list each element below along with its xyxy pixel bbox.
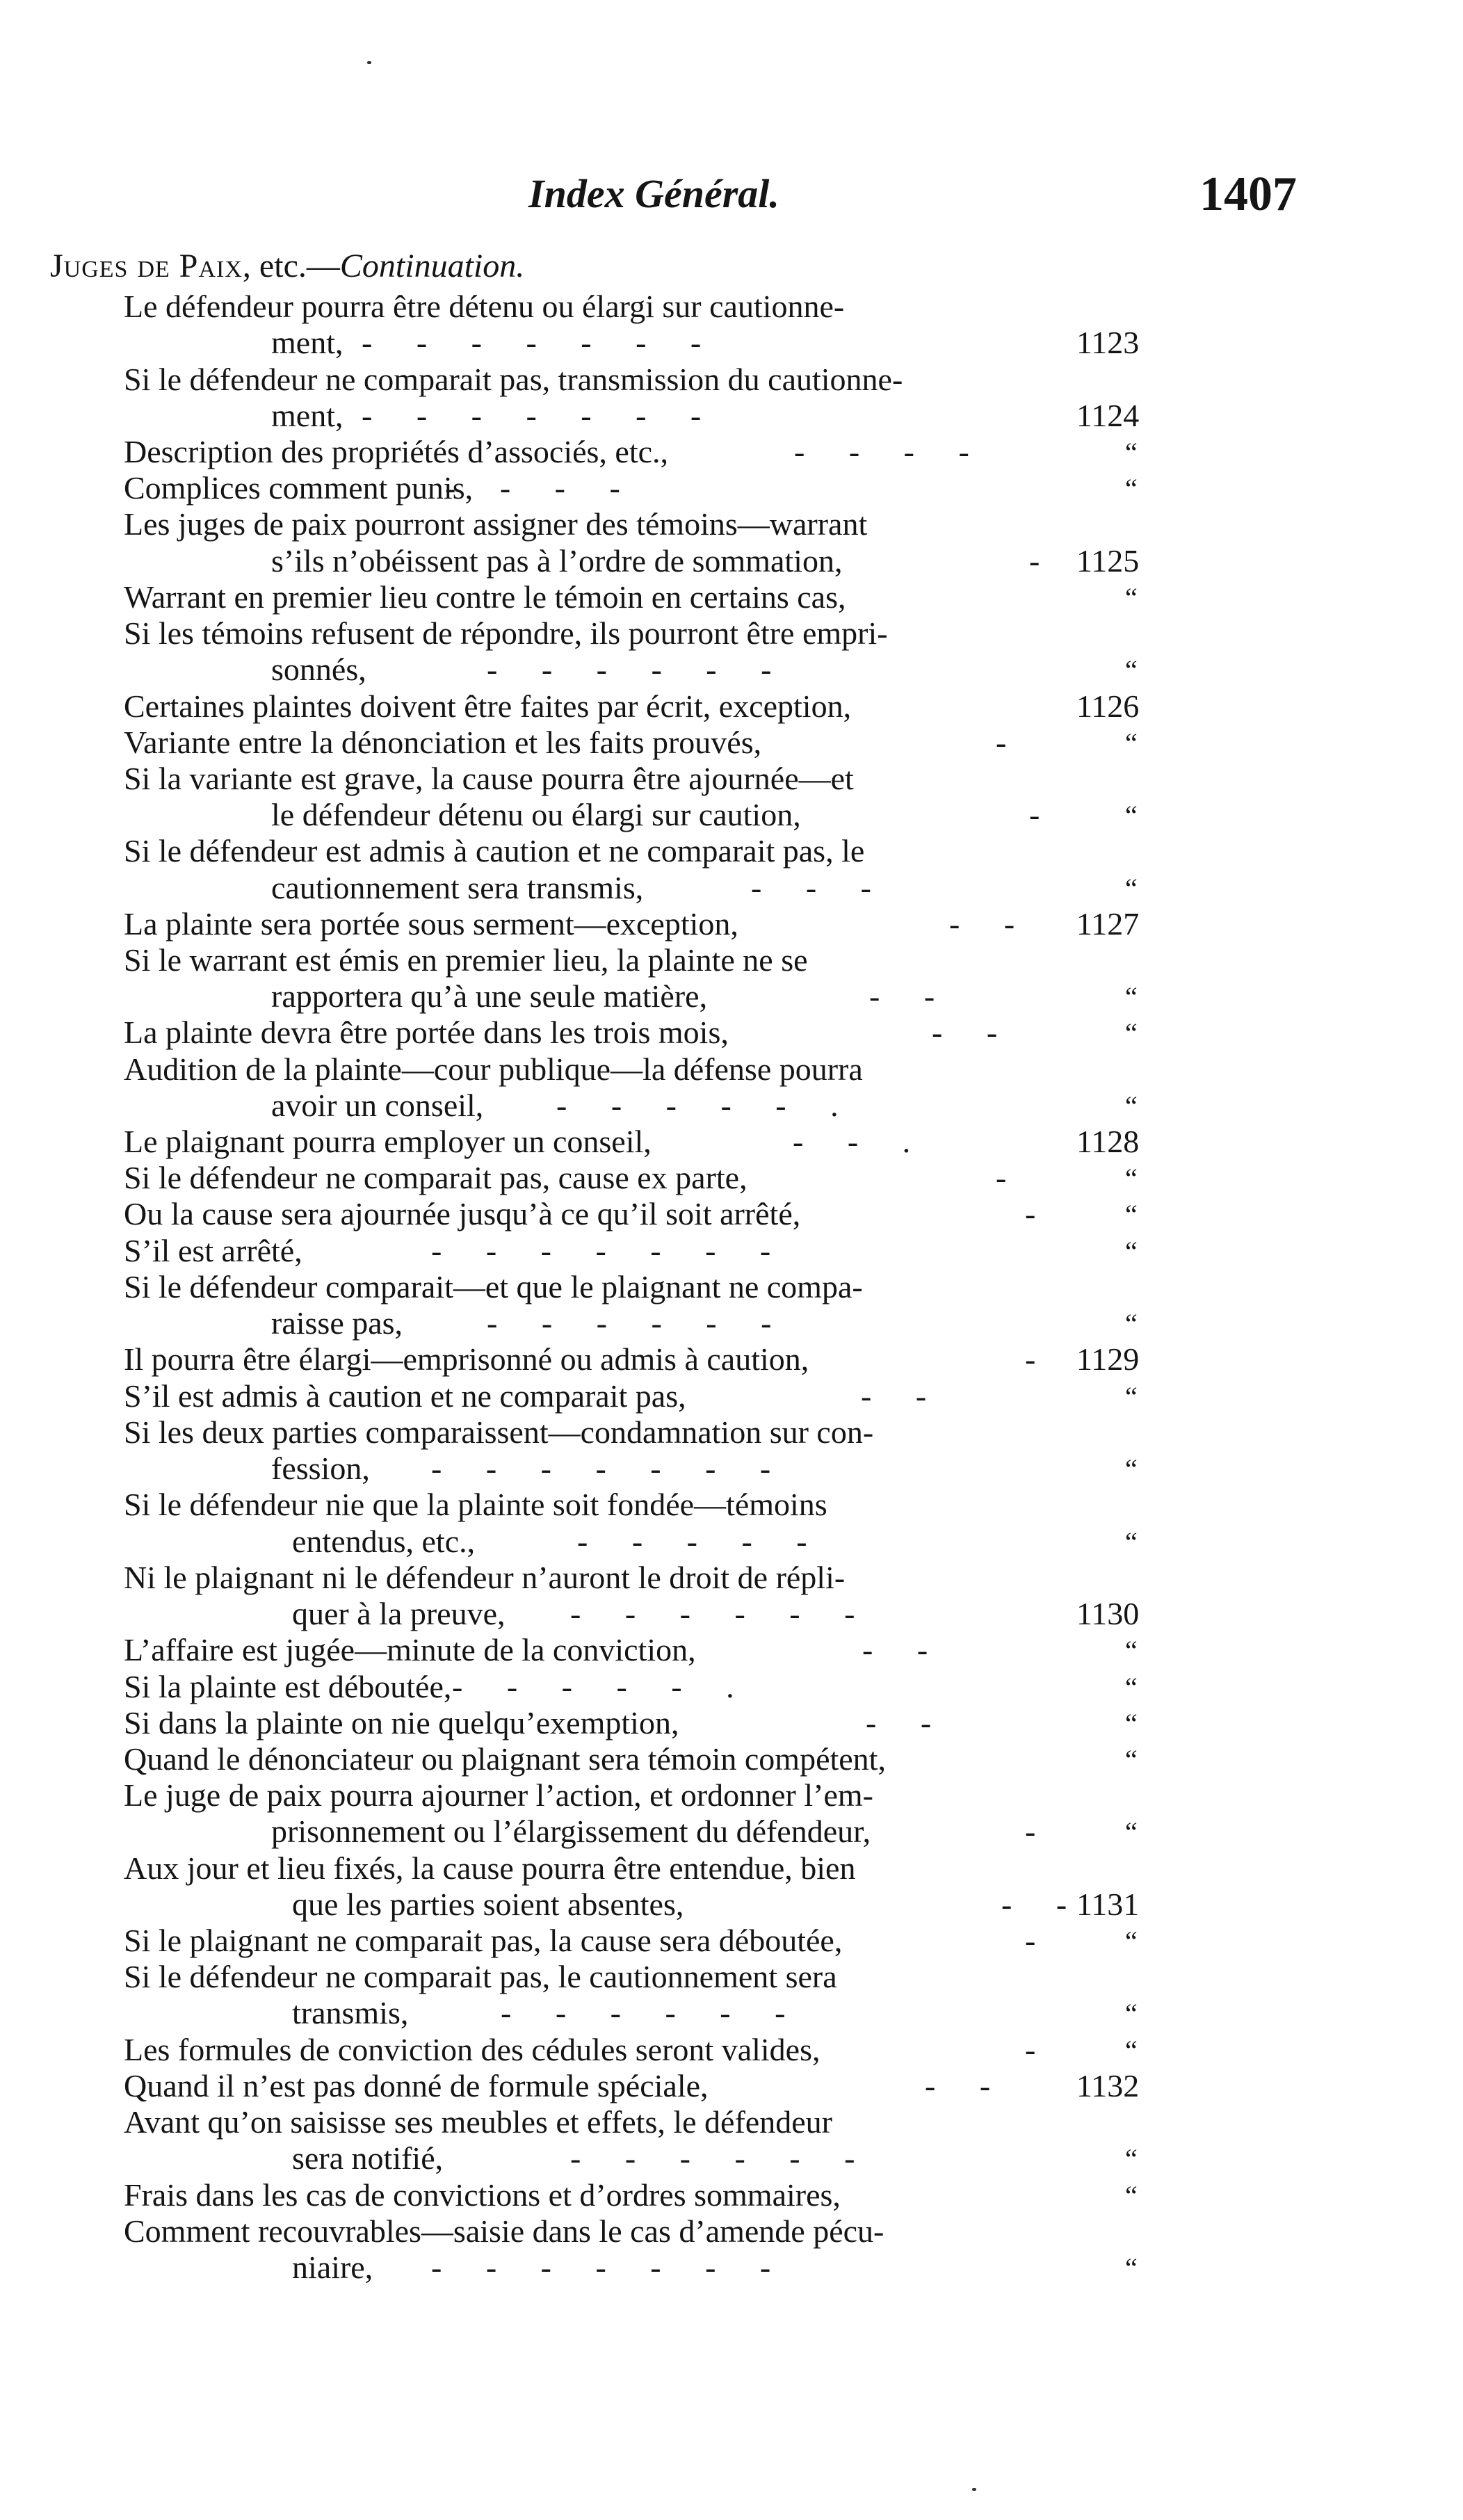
page-ref: 1132 xyxy=(1076,2068,1140,2103)
dot-leader: - - xyxy=(861,1378,928,1414)
section-heading-continuation: Continuation. xyxy=(339,248,525,284)
page-ref-ditto: “ xyxy=(1125,2143,1138,2174)
page-ref-ditto: “ xyxy=(1125,1381,1138,1412)
index-entry-text: avoir un conseil, xyxy=(271,1088,484,1123)
page-ref-ditto: “ xyxy=(1125,727,1138,759)
index-entry-text: Audition de la plainte—cour publique—la défense pourra xyxy=(124,1051,863,1087)
dot-leader: - - - xyxy=(751,870,872,905)
dot-leader: - - - - - - xyxy=(487,1305,773,1341)
page-ref-ditto: “ xyxy=(1125,1163,1138,1194)
page-ref: 1124 xyxy=(1076,398,1140,433)
dot-leader: - xyxy=(1025,1814,1037,1849)
index-entry-text: Quand il n’est pas donné de formule spéciale, xyxy=(124,2068,709,2103)
index-entry-text: Si la plainte est déboutée, xyxy=(124,1669,452,1704)
index-entry-text: niaire, xyxy=(292,2250,373,2285)
index-entry-text: Warrant en premier lieu contre le témoin en certains cas, xyxy=(124,579,846,615)
index-entry-text: Si les témoins refusent de répondre, ils pourront être empri- xyxy=(124,615,888,651)
section-heading-suffix: , etc.— xyxy=(242,248,340,284)
dot-leader: - xyxy=(996,725,1008,760)
index-entry-text: Comment recouvrables—saisie dans le cas d’amende pécu- xyxy=(124,2213,884,2249)
dot-leader: - - xyxy=(1001,1887,1068,1922)
index-entry-text: Si le défendeur ne comparait pas, transmission du cautionne- xyxy=(124,362,903,397)
index-entry-text: Les formules de conviction des cédules seront valides, xyxy=(124,2032,821,2067)
index-entry-text: S’il est arrêté, xyxy=(124,1233,302,1268)
index-entry-text: Avant qu’on saisisse ses meubles et effets, le défendeur xyxy=(124,2104,832,2140)
index-entry-text: rapportera qu’à une seule matière, xyxy=(271,978,708,1014)
index-entry-text: Ou la cause sera ajournée jusqu’à ce qu’il soit arrêté, xyxy=(124,1196,801,1231)
index-entry-text: Si les deux parties comparaissent—condamnation sur con- xyxy=(124,1414,874,1450)
index-entry-text: La plainte sera portée sous serment—exception, xyxy=(124,906,738,942)
dot-leader: - xyxy=(1025,1341,1037,1377)
dot-leader: - xyxy=(1029,543,1041,579)
index-entry-text: Si le défendeur ne comparait pas, cause ex parte, xyxy=(124,1160,747,1195)
dot-leader: - - - - - - - xyxy=(431,1233,772,1268)
page-ref-ditto: “ xyxy=(1125,2180,1138,2211)
index-entry-text: Si le défendeur est admis à caution et ne comparait pas, le xyxy=(124,833,865,869)
page-ref-ditto: “ xyxy=(1125,473,1138,504)
index-entry-text: transmis, xyxy=(292,1995,409,2030)
page-ref-ditto: “ xyxy=(1125,1925,1138,1957)
index-entry-text: Si le warrant est émis en premier lieu, la plainte ne se xyxy=(124,942,808,978)
index-entry-text: S’il est admis à caution et ne comparait pas, xyxy=(124,1378,686,1414)
index-entry-text: Frais dans les cas de convictions et d’ordres sommaires, xyxy=(124,2177,841,2213)
running-title: Index Général. xyxy=(528,171,779,216)
page-ref-ditto: “ xyxy=(1125,800,1138,831)
dot-leader: - - - - - - - xyxy=(362,398,702,433)
index-entry-text: Complices comment punis, xyxy=(124,470,474,506)
index-entry-text: quer à la preuve, xyxy=(292,1596,506,1631)
index-entry-text: L’affaire est jugée—minute de la conviction, xyxy=(124,1632,696,1667)
dot-leader: - - - - - xyxy=(577,1524,808,1559)
dot-leader: - xyxy=(1025,2032,1037,2067)
index-entry-text: ment, xyxy=(271,325,343,360)
dot-leader: - - xyxy=(866,1705,932,1740)
dot-leader: - xyxy=(1029,797,1041,832)
index-entry-text: Il pourra être élargi—emprisonné ou admis à caution, xyxy=(124,1341,809,1377)
index-entry-text: fession, xyxy=(271,1451,370,1486)
index-entry-text: Aux jour et lieu fixés, la cause pourra être entendue, bien xyxy=(124,1850,856,1886)
index-entry-text: Certaines plaintes doivent être faites par écrit, exception, xyxy=(124,688,852,724)
index-entry-text: Description des propriétés d’associés, etc., xyxy=(124,434,669,469)
page-ref-ditto: “ xyxy=(1125,1453,1138,1485)
page-ref-ditto: “ xyxy=(1125,2035,1138,2066)
page-ref-ditto: “ xyxy=(1125,981,1138,1012)
page-ref-ditto: “ xyxy=(1125,1017,1138,1049)
page-ref-ditto: “ xyxy=(1125,1635,1138,1666)
index-entry-text: La plainte devra être portée dans les trois mois, xyxy=(124,1015,729,1050)
index-entry-text: entendus, etc., xyxy=(292,1524,476,1559)
page-ref: 1127 xyxy=(1076,906,1140,942)
dot-leader: - - - - - - - xyxy=(362,325,702,360)
index-entry-text: Si le défendeur nie que la plainte soit fondée—témoins xyxy=(124,1487,827,1522)
index-entry-text: que les parties soient absentes, xyxy=(292,1887,684,1922)
index-entry-text: cautionnement sera transmis, xyxy=(271,870,644,905)
page-ref-ditto: “ xyxy=(1125,1708,1138,1739)
dot-leader: - xyxy=(1025,1196,1037,1231)
dot-leader: - xyxy=(996,1160,1008,1195)
page-ref-ditto: “ xyxy=(1125,1236,1138,1267)
page-ref-ditto: “ xyxy=(1125,1816,1138,1848)
page-ref-ditto: “ xyxy=(1125,1672,1138,1703)
index-entry-text: Le juge de paix pourra ajourner l’action, et ordonner l’em- xyxy=(124,1777,873,1813)
index-entry-text: prisonnement ou l’élargissement du défendeur, xyxy=(271,1814,871,1849)
dot-leader: - - - - - - xyxy=(501,1995,786,2030)
index-entry-text: sera notifié, xyxy=(292,2140,444,2176)
page-number: 1407 xyxy=(1199,168,1297,221)
section-heading-label: Juges de Paix xyxy=(50,248,243,284)
index-entry-text: raisse pas, xyxy=(271,1305,403,1341)
page-ref-ditto: “ xyxy=(1125,582,1138,613)
print-speck xyxy=(972,2488,976,2491)
page-ref: 1129 xyxy=(1076,1341,1140,1377)
page-ref-ditto: “ xyxy=(1125,1199,1138,1230)
index-entry-text: le défendeur détenu ou élargi sur caution, xyxy=(271,797,801,832)
index-entry-text: s’ils n’obéissent pas à l’ordre de sommation, xyxy=(271,543,843,579)
dot-leader: - - - - - . xyxy=(452,1669,735,1704)
dot-leader: - - . xyxy=(793,1124,912,1159)
index-entry-text: Si le plaignant ne comparait pas, la cause sera déboutée, xyxy=(124,1923,843,1958)
dot-leader: - - xyxy=(869,978,936,1014)
page-ref-ditto: “ xyxy=(1125,437,1138,468)
dot-leader: - - - - - - - xyxy=(431,2250,772,2285)
index-entry-text: sonnés, xyxy=(271,652,366,687)
page-ref: 1125 xyxy=(1076,543,1140,579)
dot-leader: - - xyxy=(949,906,1016,942)
dot-leader: - - - - - - xyxy=(487,652,773,687)
page-ref: 1130 xyxy=(1076,1596,1140,1631)
dot-leader: - - xyxy=(932,1015,999,1050)
dot-leader: - - - - - - xyxy=(570,2140,856,2176)
index-entry-text: Si le défendeur comparait—et que le plaignant ne compa- xyxy=(124,1269,863,1305)
print-speck xyxy=(367,61,371,64)
dot-leader: - - - - - - - xyxy=(431,1451,772,1486)
dot-leader: - xyxy=(1025,1923,1037,1958)
page-ref-ditto: “ xyxy=(1125,1998,1138,2029)
page-ref-ditto: “ xyxy=(1125,873,1138,904)
page-ref: 1128 xyxy=(1076,1124,1140,1159)
dot-leader: - - - - - - xyxy=(570,1596,856,1631)
page-ref: 1131 xyxy=(1076,1887,1140,1922)
dot-leader: - - xyxy=(862,1632,929,1667)
page-ref-ditto: “ xyxy=(1125,1090,1138,1122)
dot-leader: - - - - xyxy=(794,434,970,469)
page-ref: 1126 xyxy=(1076,688,1140,724)
index-entry-text: Les juges de paix pourront assigner des témoins—warrant xyxy=(124,506,868,542)
index-entry-text: Si la variante est grave, la cause pourra être ajournée—et xyxy=(124,761,854,796)
index-entry-text: Ni le plaignant ni le défendeur n’auront le droit de répli- xyxy=(124,1560,846,1595)
page-ref-ditto: “ xyxy=(1125,2252,1138,2284)
index-entry-text: Si le défendeur ne comparait pas, le cautionnement sera xyxy=(124,1959,837,1994)
page-ref-ditto: “ xyxy=(1125,1744,1138,1775)
page-ref: 1123 xyxy=(1076,325,1140,360)
page-ref-ditto: “ xyxy=(1125,1308,1138,1339)
dot-leader: - - - - xyxy=(445,470,621,506)
index-entry-text: Variante entre la dénonciation et les faits prouvés, xyxy=(124,725,762,760)
dot-leader: - - - - - . xyxy=(556,1088,839,1123)
index-entry-text: Le défendeur pourra être détenu ou élargi sur cautionne- xyxy=(124,289,845,324)
page-ref-ditto: “ xyxy=(1125,1526,1138,1558)
index-entry-text: Si dans la plainte on nie quelqu’exemption, xyxy=(124,1705,679,1740)
index-entry-text: Le plaignant pourra employer un conseil, xyxy=(124,1124,652,1159)
index-entry-text: ment, xyxy=(271,398,343,433)
dot-leader: - - xyxy=(925,2068,992,2103)
page-ref-ditto: “ xyxy=(1125,654,1138,686)
index-entry-text: Quand le dénonciateur ou plaignant sera témoin compétent, xyxy=(124,1741,886,1777)
